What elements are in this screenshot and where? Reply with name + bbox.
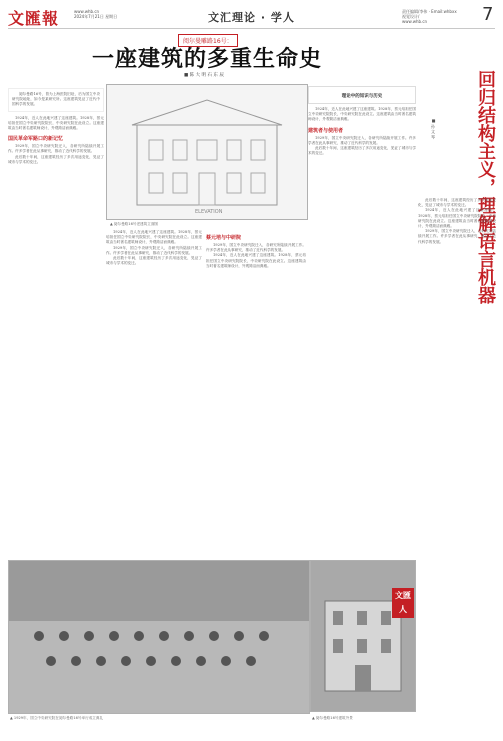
side-paragraph: 1929年，国立中央研究院迁入，各研究所陆续开展工作。许多学者在此从事研究，推动了近代科学的发展。 [418,229,496,244]
inset-box [308,86,416,104]
intro-text: 阅尔曼路16号，曾为上海医院旧址，后为国立中央研究院地址，如今是某研究所。这座建筑见证了近代中国科学的发展。 [12,92,100,107]
article-byline: ■ 陈 大 明 石 东 辰 [184,73,224,78]
page-headline: 一座建筑的多重生命史 [92,47,323,72]
headline-kicker: 阅尔曼雕路16号： [178,34,238,47]
header-meta-line: www.whb.cn [74,9,100,14]
inset-title: 理论中的知识与历史 [341,94,383,99]
site-line: www.whb.cn [402,19,428,24]
right-center-column [308,86,416,556]
side-paragraph: 此后数十年间，这座建筑经历了多次用途变化，见证了城市与学术的变迁。 [418,198,496,208]
body-paragraph: 此后数十年间，这座建筑经历了多次用途变化，见证了城市与学术的变迁。 [308,146,416,156]
header-meta-line: 2024年7月21日 星期日 [74,14,118,19]
subheading: 建筑者与使用者 [308,127,344,134]
subheading: 蔡元培与中研院 [206,235,242,241]
intro-box [8,88,104,112]
designer-line: 视觉设计/ [402,14,420,19]
building-elevation-icon [107,85,307,219]
photo-caption: ▲ 阅尔曼路16号老建筑立面图 [110,222,159,226]
elevation-label: ELEVATION [195,209,223,215]
side-paragraph: 1924年，近人在此地兴建了这座建筑。1928年，蔡元培担任国立中央研究院院长，中央研究院在此设立。这座建筑由当时著名建筑师设计，外观简洁而典雅。 [418,208,496,229]
body-paragraph: 1924年，近人在此地兴建了这座建筑。1928年，蔡元培担任国立中央研究院院长，中央研究院在此设立。这座建筑由当时著名建筑师设计，外观简洁而典雅。 [106,230,202,245]
building-photo-caption: ▲ 阅尔曼路16号建筑外景 [312,716,353,720]
body-paragraph: 1924年，近人在此地兴建了这座建筑。1928年，蔡元培担任国立中央研究院院长，中央研究院在此设立。这座建筑由当时著名建筑师设计，外观简洁而典雅。 [206,253,306,268]
middle-column-2 [206,230,306,560]
section-title: 文汇理论 · 学人 [208,11,295,24]
body-paragraph: 1924年，近人在此地兴建了这座建筑。1928年，蔡元培担任国立中央研究院院长，中央研究院在此设立。这座建筑由当时著名建筑师设计，外观简洁而典雅。 [8,115,104,131]
body-paragraph: 1924年，近人在此地兴建了这座建筑。1928年，蔡元培担任国立中央研究院院长，中央研究院在此设立。这座建筑由当时著名建筑师设计，外观简洁而典雅。 [308,107,416,122]
newspaper-logo: 文匯報 [8,9,60,28]
body-paragraph: 1929年，国立中央研究院迁入，各研究所陆续开展工作。许多学者在此从事研究，推动了近代科学的发展。 [106,245,202,255]
body-paragraph: 1929年，国立中央研究院迁入，各研究所陆续开展工作。许多学者在此从事研究，推动了近代科学的发展。 [206,243,306,253]
side-article-body [418,198,496,718]
header-meta [74,9,117,19]
header-right [402,9,457,24]
side-article-byline: ■ 孙 文 琴 [431,118,436,139]
body-paragraph: 1929年，国立中央研究院迁入，各研究所陆续开展工作。许多学者在此从事研究，推动了近代科学的发展。 [308,135,416,145]
building-photo-icon [311,561,415,711]
body-paragraph: 此后数十年间，这座建筑经历了多次用途变化，见证了城市与学术的变迁。 [8,154,104,164]
newspaper-stamp [392,588,414,618]
body-paragraph: 此后数十年间，这座建筑经历了多次用途变化，见证了城市与学术的变迁。 [106,256,202,266]
editor-line: 责任编辑/李伟 · Email:whbxx [402,9,457,14]
middle-column-1 [106,230,202,560]
subheading: 国民革命军路口的新记忆 [8,136,64,143]
group-photo [8,560,310,714]
page-header [8,6,495,29]
group-photo-caption: ▲ 1929年，国立中央研究院在阅尔曼路16号举行成立典礼 [10,716,104,720]
body-paragraph: 1929年，国立中央研究院迁入，各研究所陆续开展工作。许多学者在此从事研究，推动了近代科学的发展。 [8,144,104,154]
side-article-title: 回归结构主义，理解语言机器 [475,70,496,304]
stamp-text: 文匯 人 [395,590,411,614]
building-photo [310,560,416,712]
page-number: 7 [482,4,494,25]
group-photo-icon [9,561,309,713]
elevation-drawing [106,84,308,220]
